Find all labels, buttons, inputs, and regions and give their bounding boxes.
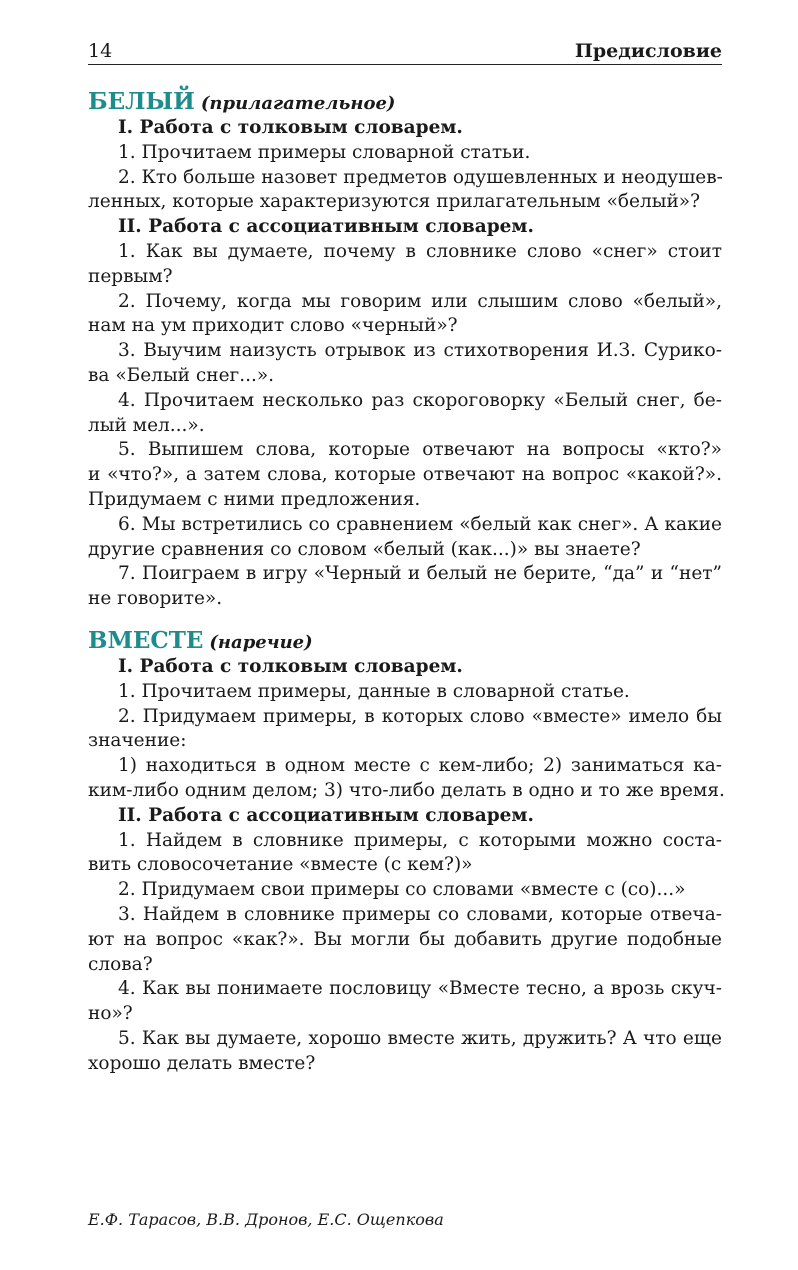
subheading-line: II. Работа с ассоциативным словарем. xyxy=(118,216,534,238)
text-line: значение: xyxy=(88,730,187,752)
text-line: 7. Поиграем в игру «Черный и белый не берите, “да” и “нет” xyxy=(118,563,722,585)
section-belyi xyxy=(88,86,722,612)
text-line: 2. Кто больше назовет предметов одушевленных и неодушев- xyxy=(118,166,723,188)
text-line: не говорите». xyxy=(88,588,223,610)
text-line: ют на вопрос «как?». Вы могли бы добавить другие подобные xyxy=(88,928,722,950)
section-text xyxy=(88,116,722,612)
page-number: 14 xyxy=(88,40,113,62)
part-of-speech: (прилагательное) xyxy=(200,93,396,114)
text-line: 1. Прочитаем примеры словарной статьи. xyxy=(118,141,531,163)
text-line: 4. Прочитаем несколько раз скороговорку «Белый снег, бе- xyxy=(118,389,722,411)
text-line: 5. Как вы думаете, хорошо вместе жить, дружить? А что еще xyxy=(118,1027,722,1049)
text-line: 3. Найдем в словнике примеры со словами, которые отвеча- xyxy=(118,903,722,925)
text-line: Придумаем с ними предложения. xyxy=(88,488,421,510)
text-line: слова? xyxy=(88,953,153,975)
section-vmeste xyxy=(88,625,725,1077)
page-header xyxy=(88,38,722,65)
text-line: первым? xyxy=(88,265,173,287)
text-line: ким-либо одним делом; 3) что-либо делать в одно и то же время. xyxy=(88,779,725,801)
text-line: ва «Белый снег...». xyxy=(88,364,275,386)
text-line: 1. Как вы думаете, почему в словнике слово «снег» стоит xyxy=(118,240,722,262)
text-line: хорошо делать вместе? xyxy=(88,1052,316,1074)
footer-authors: Е.Ф. Тарасов, В.В. Дронов, Е.С. Ощепкова xyxy=(88,1210,444,1229)
page-content xyxy=(88,86,725,1076)
text-line: 4. Как вы понимаете пословицу «Вместе тесно, а врозь скуч- xyxy=(118,978,722,1000)
text-line: 2. Придумаем примеры, в которых слово «вместе» имело бы xyxy=(118,705,722,727)
text-line: 1) находиться в одном месте с кем-либо; 2) заниматься ка- xyxy=(118,755,722,777)
section-heading xyxy=(88,625,722,655)
headword: БЕЛЫЙ xyxy=(88,88,195,115)
running-title: Предисловие xyxy=(574,40,722,62)
section-text xyxy=(88,655,725,1077)
text-line: 3. Выучим наизусть отрывок из стихотворения И.З. Сурико- xyxy=(118,340,722,362)
text-line: нам на ум приходит слово «черный»? xyxy=(88,315,458,337)
subheading-line: I. Работа с толковым словарем. xyxy=(118,117,463,138)
text-line: лый мел...». xyxy=(88,414,205,436)
part-of-speech: (наречие) xyxy=(209,631,313,653)
text-line: 2. Придумаем свои примеры со словами «вместе с (со)...» xyxy=(118,879,686,901)
text-line: 5. Выпишем слова, которые отвечают на вопросы «кто?» xyxy=(118,439,722,461)
text-line: 1. Прочитаем примеры, данные в словарной статье. xyxy=(118,680,630,702)
subheading-line: I. Работа с толковым словарем. xyxy=(118,655,463,677)
text-line: вить словосочетание «вместе (с кем?)» xyxy=(88,854,473,876)
subheading-line: II. Работа с ассоциативным словарем. xyxy=(118,804,534,826)
section-gap xyxy=(88,612,722,625)
text-line: 2. Почему, когда мы говорим или слышим слово «белый», xyxy=(118,290,722,312)
text-line: другие сравнения со словом «белый (как...)» вы знаете? xyxy=(88,538,641,560)
text-line: и «что?», а затем слова, которые отвечают на вопрос «какой?». xyxy=(88,464,722,486)
text-line: 1. Найдем в словнике примеры, с которыми можно соста- xyxy=(118,829,722,851)
headword: ВМЕСТЕ xyxy=(88,626,204,654)
text-line: но»? xyxy=(88,1003,133,1025)
text-line: 6. Мы встретились со сравнением «белый как снег». А какие xyxy=(118,513,722,535)
section-heading xyxy=(88,86,722,116)
text-line: ленных, которые характеризуются прилагательным «белый»? xyxy=(88,191,701,213)
